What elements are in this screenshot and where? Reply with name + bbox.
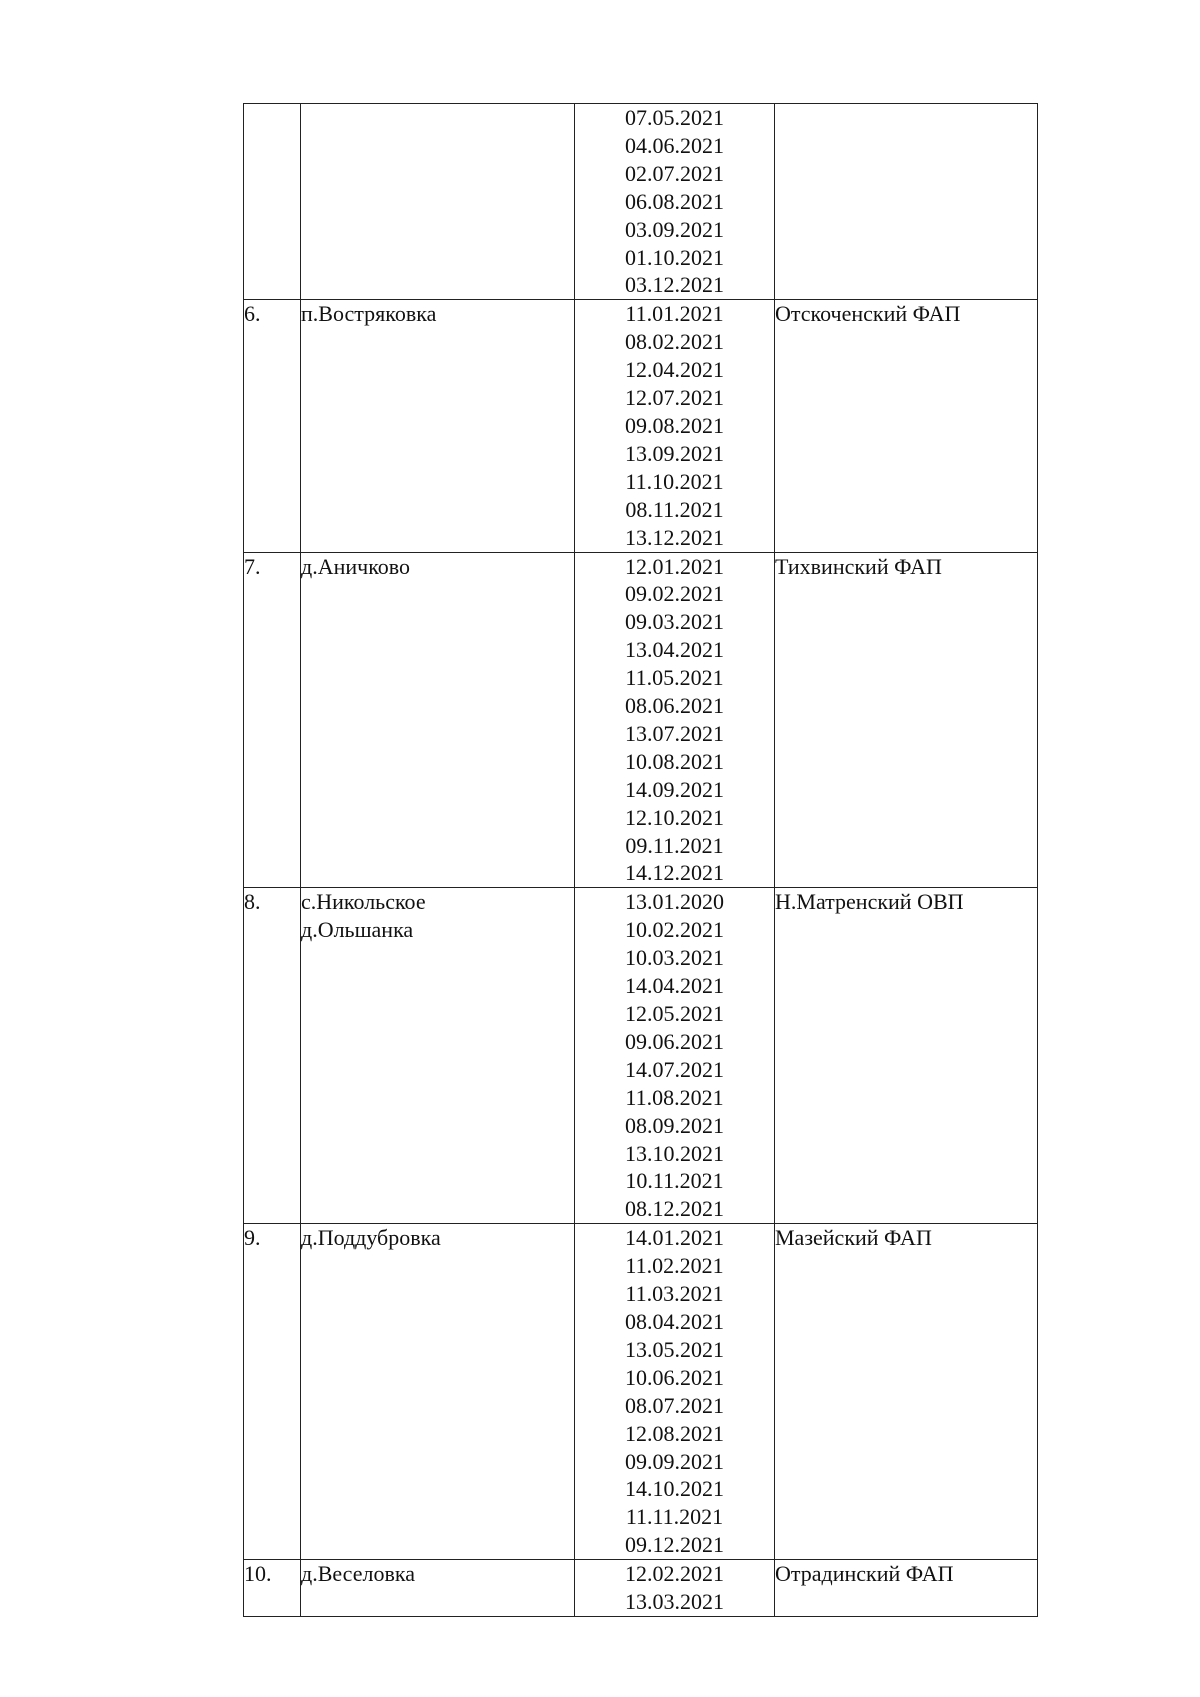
- table-row: [244, 552, 1038, 888]
- settlement-name: с.Никольское: [301, 889, 426, 915]
- medical-post-cell: [775, 552, 1038, 888]
- schedule-table-body: [244, 104, 1038, 1617]
- visit-date: 13.01.2020: [625, 889, 724, 915]
- visit-date: 13.04.2021: [625, 637, 724, 663]
- visit-date: 10.03.2021: [625, 945, 724, 971]
- row-number-cell: [244, 888, 301, 1224]
- visit-date: 08.02.2021: [625, 329, 724, 355]
- settlement-cell: [301, 552, 575, 888]
- visit-date: 08.11.2021: [625, 496, 724, 522]
- visit-date: 11.01.2021: [625, 301, 724, 327]
- visit-date: 14.04.2021: [625, 973, 724, 999]
- dates-cell: [575, 104, 775, 300]
- visit-date: 13.12.2021: [625, 524, 724, 550]
- visit-date: 08.04.2021: [625, 1308, 724, 1334]
- visit-date: 09.12.2021: [625, 1532, 724, 1558]
- visit-date: 14.12.2021: [625, 860, 724, 886]
- visit-date: 14.07.2021: [625, 1056, 724, 1082]
- visit-date: 11.08.2021: [625, 1084, 724, 1110]
- visit-date: 12.04.2021: [625, 357, 724, 383]
- row-number-cell: [244, 552, 301, 888]
- settlement-name: д.Веселовка: [301, 1561, 415, 1587]
- visit-date: 04.06.2021: [625, 132, 724, 158]
- visit-date: 10.08.2021: [625, 748, 724, 774]
- table-row: [244, 1224, 1038, 1560]
- visit-date: 06.08.2021: [625, 188, 724, 214]
- medical-post-cell: [775, 888, 1038, 1224]
- visit-date: 02.07.2021: [625, 160, 724, 186]
- settlement-name: п.Востряковка: [301, 301, 437, 327]
- visit-date: 03.12.2021: [625, 272, 724, 298]
- row-number-cell: [244, 300, 301, 552]
- table-row: [244, 104, 1038, 300]
- medical-post-cell: [775, 1560, 1038, 1617]
- settlement-name: д.Ольшанка: [301, 917, 414, 943]
- visit-date: 11.10.2021: [625, 468, 724, 494]
- visit-date: 13.03.2021: [625, 1589, 724, 1615]
- visit-date: 12.02.2021: [625, 1561, 724, 1587]
- settlement-cell: [301, 1224, 575, 1560]
- visit-date: 10.11.2021: [625, 1168, 724, 1194]
- visit-date: 11.05.2021: [625, 665, 724, 691]
- settlement-cell: [301, 888, 575, 1224]
- visit-date: 11.03.2021: [625, 1281, 724, 1307]
- visit-date: 11.11.2021: [625, 1504, 724, 1530]
- dates-cell: [575, 552, 775, 888]
- medical-post-cell: [775, 104, 1038, 300]
- row-number-cell: [244, 1560, 301, 1617]
- row-number: 9.: [244, 1225, 261, 1251]
- visit-date: 01.10.2021: [625, 244, 724, 270]
- visit-date: 10.06.2021: [625, 1364, 724, 1390]
- settlement-cell: [301, 104, 575, 300]
- medical-post-name: Отрадинский ФАП: [775, 1561, 954, 1587]
- visit-date: 12.01.2021: [625, 553, 724, 579]
- visit-date: 11.02.2021: [625, 1253, 724, 1279]
- visit-date: 12.05.2021: [625, 1001, 724, 1026]
- dates-cell: [575, 1560, 775, 1617]
- medical-post-name: Отскоченский ФАП: [775, 301, 961, 327]
- schedule-table: [243, 103, 1038, 1617]
- visit-date: 09.02.2021: [625, 581, 724, 607]
- settlement-name: д.Поддубровка: [301, 1225, 441, 1251]
- dates-cell: [575, 888, 775, 1224]
- visit-date: 14.10.2021: [625, 1476, 724, 1502]
- medical-post-cell: [775, 1224, 1038, 1560]
- row-number-cell: [244, 1224, 301, 1560]
- medical-post-name: Тихвинский ФАП: [775, 553, 942, 579]
- table-row: [244, 1560, 1038, 1617]
- visit-date: 09.08.2021: [625, 412, 724, 438]
- visit-date: 09.11.2021: [625, 832, 724, 858]
- visit-date: 08.12.2021: [625, 1196, 724, 1222]
- visit-date: 12.10.2021: [625, 804, 724, 830]
- medical-post-name: Н.Матренский ОВП: [775, 889, 964, 915]
- table-row: [244, 888, 1038, 1224]
- table-row: [244, 300, 1038, 552]
- visit-date: 09.09.2021: [625, 1448, 724, 1474]
- medical-post-name: Мазейский ФАП: [775, 1225, 932, 1251]
- visit-date: 09.06.2021: [625, 1028, 724, 1054]
- visit-date: 13.07.2021: [625, 720, 724, 746]
- visit-date: 08.09.2021: [625, 1112, 724, 1138]
- visit-date: 12.07.2021: [625, 385, 724, 411]
- visit-date: 14.01.2021: [625, 1225, 724, 1251]
- medical-post-cell: [775, 300, 1038, 552]
- row-number: 6.: [244, 301, 261, 327]
- visit-date: 07.05.2021: [625, 105, 724, 130]
- row-number: 8.: [244, 889, 261, 915]
- row-number: 7.: [244, 553, 261, 579]
- visit-date: 13.10.2021: [625, 1140, 724, 1166]
- visit-date: 14.09.2021: [625, 776, 724, 802]
- visit-date: 08.06.2021: [625, 693, 724, 719]
- visit-date: 08.07.2021: [625, 1392, 724, 1418]
- visit-date: 03.09.2021: [625, 216, 724, 242]
- settlement-cell: [301, 300, 575, 552]
- dates-cell: [575, 1224, 775, 1560]
- visit-date: 13.05.2021: [625, 1336, 724, 1362]
- dates-cell: [575, 300, 775, 552]
- visit-date: 10.02.2021: [625, 917, 724, 943]
- settlement-name: д.Аничково: [301, 553, 411, 579]
- row-number: 10.: [244, 1561, 272, 1587]
- visit-date: 09.03.2021: [625, 609, 724, 635]
- row-number-cell: [244, 104, 301, 300]
- settlement-cell: [301, 1560, 575, 1617]
- visit-date: 12.08.2021: [625, 1420, 724, 1446]
- visit-date: 13.09.2021: [625, 440, 724, 466]
